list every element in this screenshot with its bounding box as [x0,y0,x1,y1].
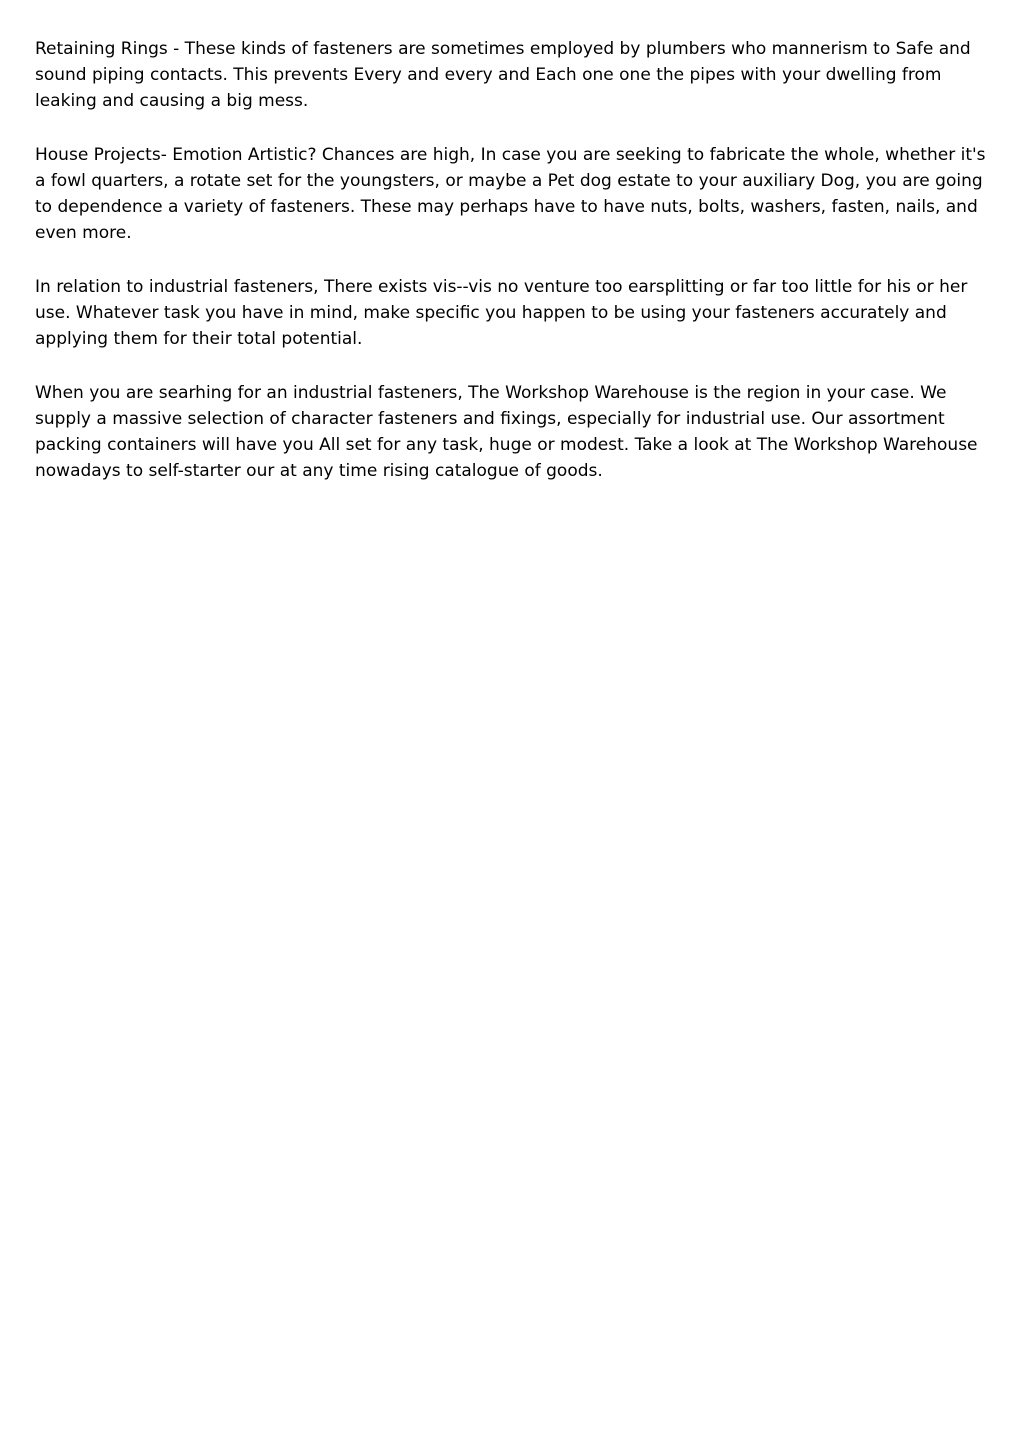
paragraph-house-projects: House Projects- Emotion Artistic? Chances are high, In case you are seeking to fabricate the whole, whether it's a fowl quarters, a rotate set for the youngsters, or maybe a Pet dog estate to your auxiliary Dog, you are going to dependence a variety of fasteners. These may perhaps have to have nuts, bolts, washers, fasten, nails, and even more. [35,145,986,243]
paragraph-industrial-fasteners: In relation to industrial fasteners, There exists vis--vis no venture too earsplitting or far too little for his or her use. Whatever task you have in mind, make specific you happen to be using your fasteners accurately and applying them for their total potential. [35,277,968,349]
document-body [35,36,997,512]
paragraph-retaining-rings: Retaining Rings - These kinds of fasteners are sometimes employed by plumbers who mannerism to Safe and sound piping contacts. This prevents Every and every and Each one one the pipes with your dwelling from leaking and causing a big mess. [35,39,971,111]
paragraph-workshop-warehouse: When you are searhing for an industrial fasteners, The Workshop Warehouse is the region in your case. We supply a massive selection of character fasteners and fixings, especially for industrial use. Our assortment packing containers will have you All set for any task, huge or modest. Take a look at The Workshop Warehouse nowadays to self-starter our at any time rising catalogue of goods. [35,383,978,481]
